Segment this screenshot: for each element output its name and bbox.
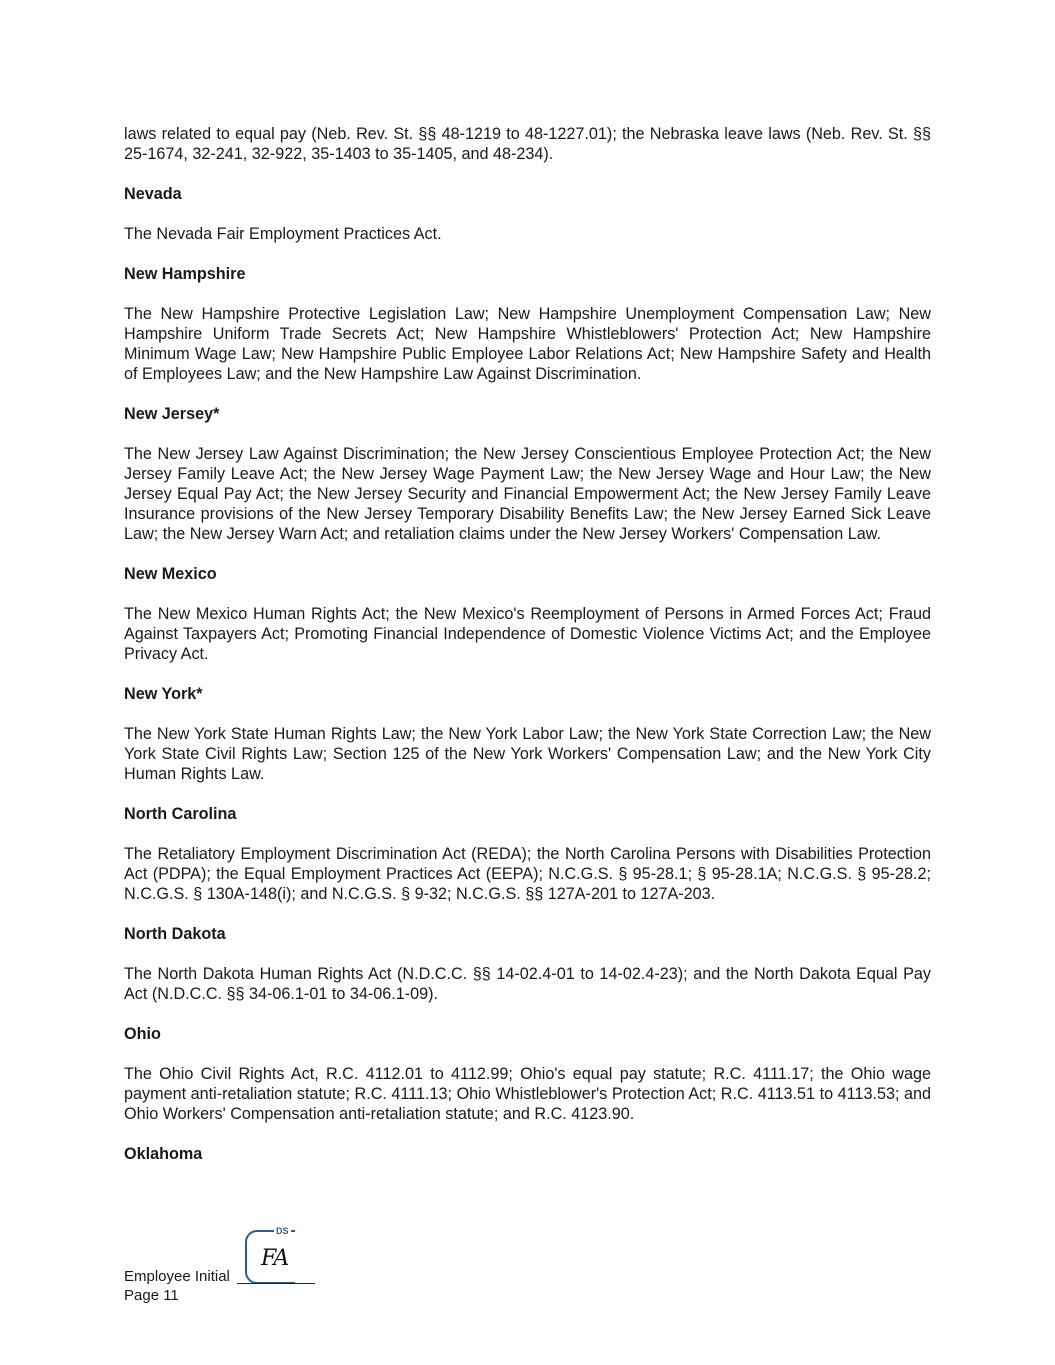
page-number: Page 11 bbox=[124, 1287, 179, 1304]
initial-signature-line bbox=[237, 1283, 315, 1284]
employee-initials-signature: FA bbox=[261, 1246, 289, 1271]
section-heading-nevada: Nevada bbox=[124, 185, 182, 203]
section-text-new-mexico: The New Mexico Human Rights Act; the New Mexico's Reemployment of Persons in Armed Forces Act; Fraud Against Taxpayers Act; Promoting Financial Independence of Domestic Violence Victims Act; and the Employee Privacy Act. bbox=[124, 605, 931, 663]
section-heading-new-york: New York* bbox=[124, 685, 203, 703]
section-heading-new-mexico: New Mexico bbox=[124, 565, 217, 583]
intro-paragraph: laws related to equal pay (Neb. Rev. St. §§ 48-1219 to 48-1227.01); the Nebraska leave laws (Neb. Rev. St. §§ 25-1674, 32-241, 32-922, 35-1403 to 35-1405, and 48-234). bbox=[124, 125, 931, 163]
employee-initial-label: Employee Initial bbox=[124, 1268, 230, 1285]
section-heading-ohio: Ohio bbox=[124, 1025, 161, 1043]
section-text-nevada: The Nevada Fair Employment Practices Act. bbox=[124, 225, 442, 243]
section-heading-north-carolina: North Carolina bbox=[124, 805, 237, 823]
section-heading-new-hampshire: New Hampshire bbox=[124, 265, 246, 283]
section-text-new-jersey: The New Jersey Law Against Discrimination; the New Jersey Conscientious Employee Protection Act; the New Jersey Family Leave Act; the New Jersey Wage Payment Law; the New Jersey Wage and Hour Law; the New Jersey Equal Pay Act; the New Jersey Security and Financial Empowerment Act; the New Jersey Family Leave Insurance provisions of the New Jersey Temporary Disability Benefits Law; the New Jersey Earned Sick Leave Law; the New Jersey Warn Act; and retaliation claims under the New Jersey Workers' Compensation Law. bbox=[124, 445, 931, 543]
section-text-north-carolina: The Retaliatory Employment Discrimination Act (REDA); the North Carolina Persons with Disabilities Protection Act (PDPA); the Equal Employment Practices Act (EEPA); N.C.G.S. § 95-28.1; § 95-28.1A; N.C.G.S. § 95-28.2; N.C.G.S. § 130A-148(i); and N.C.G.S. § 9-32; N.C.G.S. §§ 127A-201 to 127A-203. bbox=[124, 845, 931, 903]
section-text-new-york: The New York State Human Rights Law; the New York Labor Law; the New York State Correction Law; the New York State Civil Rights Law; Section 125 of the New York Workers' Compensation Law; and the New York City Human Rights Law. bbox=[124, 725, 931, 783]
section-text-new-hampshire: The New Hampshire Protective Legislation Law; New Hampshire Unemployment Compensation Law; New Hampshire Uniform Trade Secrets Act; New Hampshire Whistleblowers' Protection Act; New Hampshire Minimum Wage Law; New Hampshire Public Employee Labor Relations Act; New Hampshire Safety and Health of Employees Law; and the New Hampshire Law Against Discrimination. bbox=[124, 305, 931, 383]
section-heading-oklahoma: Oklahoma bbox=[124, 1145, 203, 1163]
docusign-label: DS bbox=[276, 1226, 289, 1236]
document-body bbox=[124, 124, 931, 1164]
section-heading-north-dakota: North Dakota bbox=[124, 925, 226, 943]
section-text-north-dakota: The North Dakota Human Rights Act (N.D.C.C. §§ 14-02.4-01 to 14-02.4-23); and the North Dakota Equal Pay Act (N.D.C.C. §§ 34-06.1-01 to 34-06.1-09). bbox=[124, 965, 931, 1003]
section-text-ohio: The Ohio Civil Rights Act, R.C. 4112.01 to 4112.99; Ohio's equal pay statute; R.C. 4111.17; the Ohio wage payment anti-retaliation statute; R.C. 4111.13; Ohio Whistleblower's Protection Act; R.C. 4113.51 to 4113.53; and Ohio Workers' Compensation anti-retaliation statute; and R.C. 4123.90. bbox=[124, 1065, 931, 1123]
section-heading-new-jersey: New Jersey* bbox=[124, 405, 220, 423]
